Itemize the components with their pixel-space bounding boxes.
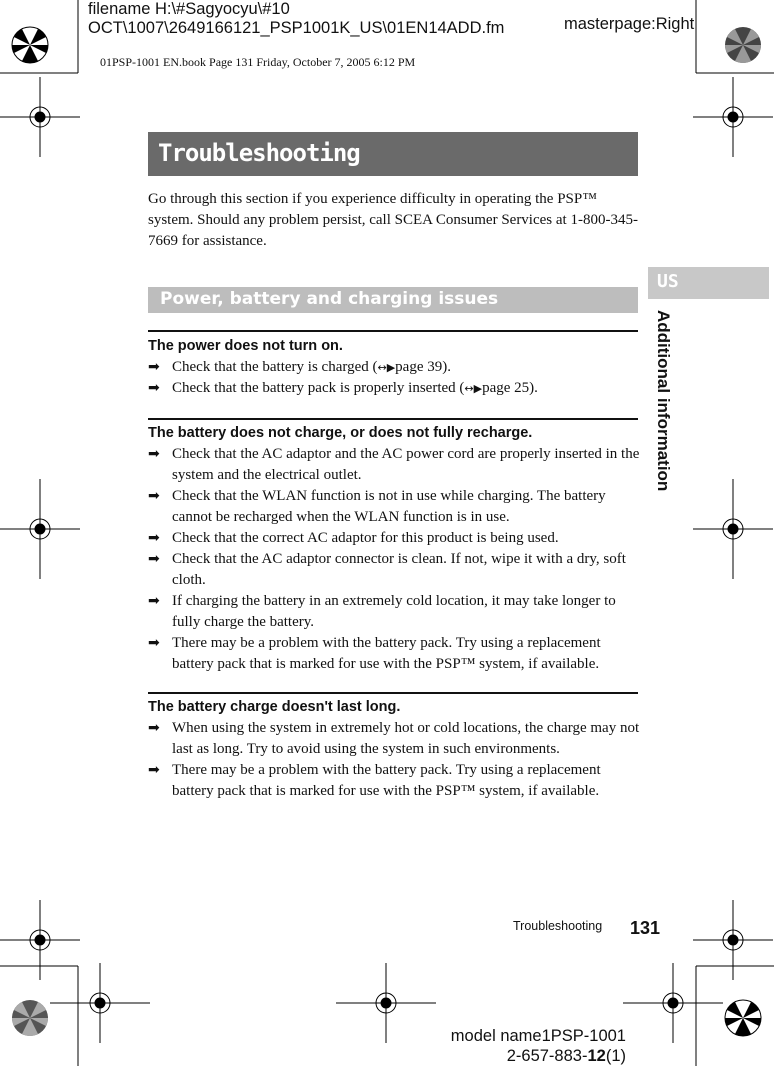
right-arrow-icon: ➡: [148, 380, 160, 396]
answer-item: [148, 378, 642, 399]
answer-text-end: ).: [529, 380, 538, 396]
answer-text: Check that the battery is charged (: [172, 359, 378, 375]
file-path-line2: OCT\1007\2649166121_PSP1001K_US\01EN14ADD.fm: [88, 19, 505, 37]
model-code-prefix: 2-657-883-: [506, 1047, 588, 1065]
answer-text: If charging the battery in an extremely cold location, it may take longer to fully charge the battery.: [172, 593, 616, 630]
region-tab: [648, 267, 769, 299]
answer-item: [148, 760, 642, 802]
page-reference-icon: ↔▶: [464, 382, 483, 395]
answer-text: There may be a problem with the battery pack. Try using a replacement battery pack that is marked for use with the PSP™ system, if available.: [172, 635, 601, 672]
model-line1: model name1PSP-1001: [450, 1027, 626, 1045]
side-chapter-text: Additional information: [654, 310, 673, 492]
right-arrow-icon: ➡: [148, 593, 160, 609]
right-arrow-icon: ➡: [148, 551, 160, 567]
file-path-line1: filename H:\#Sagyocyu\#10: [88, 0, 290, 18]
answer-text: There may be a problem with the battery pack. Try using a replacement battery pack that is marked for use with the PSP™ system, if available.: [172, 762, 601, 799]
file-path: [88, 0, 504, 38]
section-title-bar: [148, 287, 638, 313]
masterpage-label: masterpage:Right: [564, 15, 695, 33]
answer-text: Check that the correct AC adaptor for this product is being used.: [172, 530, 559, 546]
model-info: [448, 1026, 626, 1066]
footer-section-label: Troubleshooting: [513, 919, 603, 933]
answer-item: [148, 549, 642, 591]
book-info: 01PSP-1001 EN.book Page 131 Friday, October 7, 2005 6:12 PM: [100, 55, 416, 69]
issue-question: The battery charge doesn't last long.: [148, 699, 401, 715]
right-arrow-icon: ➡: [148, 446, 160, 462]
page-reference-icon: ↔▶: [377, 361, 396, 374]
divider: [148, 330, 638, 332]
divider: [148, 692, 638, 694]
section-title: Power, battery and charging issues: [160, 289, 499, 309]
answer-item: [148, 357, 642, 378]
answer-text: Check that the AC adaptor and the AC power cord are properly inserted in the system and the electrical outlet.: [172, 446, 640, 483]
right-arrow-icon: ➡: [148, 488, 160, 504]
intro-paragraph: Go through this section if you experience difficulty in operating the PSP™ system. Should any problem persist, call SCEA Consumer Services at 1-800-345-7669 for assistance.: [148, 191, 638, 249]
issue-question: The power does not turn on.: [148, 338, 343, 354]
answer-text-end: ).: [442, 359, 451, 375]
answer-item: [148, 633, 642, 675]
answer-text: When using the system in extremely hot or cold locations, the charge may not last as long. Try to avoid using the system in such environments.: [172, 720, 640, 757]
region-tab-label: US: [657, 271, 679, 292]
right-arrow-icon: ➡: [148, 530, 160, 546]
right-arrow-icon: ➡: [148, 762, 160, 778]
page-title: Troubleshooting: [158, 139, 360, 167]
model-code-suffix: (1): [605, 1047, 626, 1065]
right-arrow-icon: ➡: [148, 359, 160, 375]
answer-item: [148, 528, 642, 549]
answer-item: [148, 718, 642, 760]
answer-item: [148, 444, 642, 486]
divider: [148, 418, 638, 420]
page-number: 131: [630, 918, 661, 938]
right-arrow-icon: ➡: [148, 720, 160, 736]
answer-item: [148, 486, 642, 528]
model-line2: [448, 1046, 626, 1066]
page-reference: page 39: [395, 359, 443, 375]
side-chapter-label: [651, 310, 677, 510]
answer-text: Check that the WLAN function is not in use while charging. The battery cannot be recharged when the WLAN function is in use.: [172, 488, 606, 525]
right-arrow-icon: ➡: [148, 635, 160, 651]
page-reference: page 25: [482, 380, 530, 396]
answer-text: Check that the AC adaptor connector is clean. If not, wipe it with a dry, soft cloth.: [172, 551, 626, 588]
issue-question: The battery does not charge, or does not fully recharge.: [148, 425, 533, 441]
model-code-bold: 12: [587, 1047, 606, 1065]
page-title-bar: [148, 132, 638, 176]
answer-text: Check that the battery pack is properly inserted (: [172, 380, 465, 396]
answer-item: [148, 591, 642, 633]
